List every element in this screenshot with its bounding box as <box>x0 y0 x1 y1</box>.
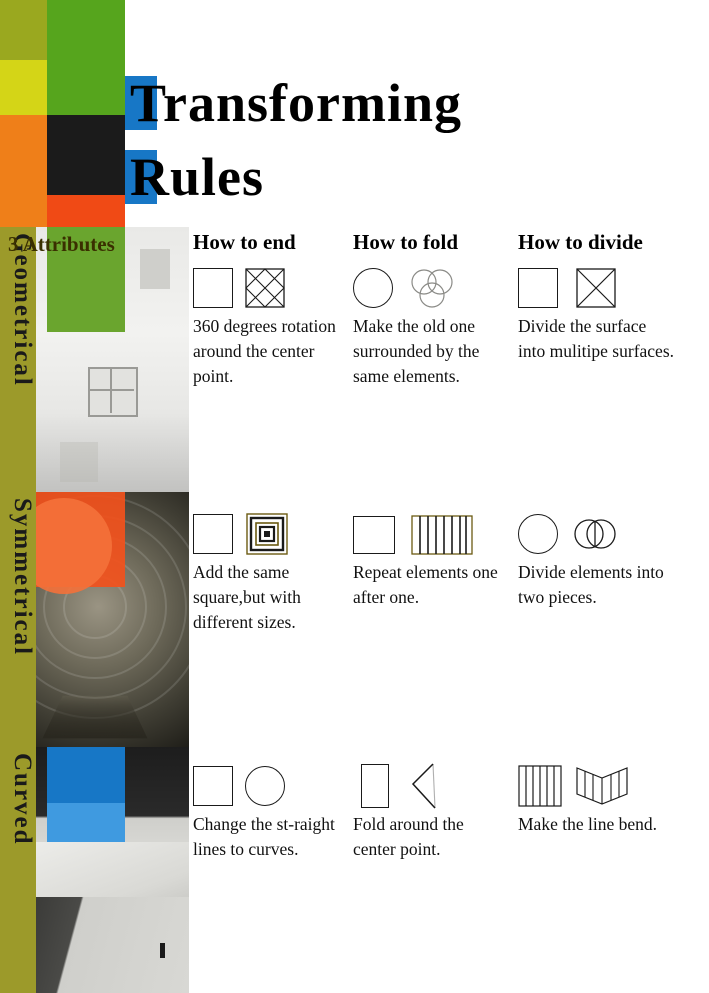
cell-symmetrical-fold <box>353 508 509 610</box>
cell-symmetrical-end <box>193 508 349 635</box>
square-outline-icon <box>193 514 233 554</box>
attribute-strip-symmetrical <box>0 492 36 747</box>
cell-curved-fold <box>353 760 509 862</box>
cell-text: Fold around the center point. <box>353 814 464 859</box>
silhouette-person <box>160 943 165 958</box>
cell-text: Divide the surface into mulitipe surfaces. <box>518 316 675 361</box>
attribute-label-curved: Curved <box>9 753 36 846</box>
square-crossed-diagonals-icon <box>576 268 616 308</box>
split-circle-icon <box>574 514 618 554</box>
tall-rectangle-icon <box>361 764 389 808</box>
color-block-black <box>47 115 125 195</box>
icon-group <box>193 760 349 812</box>
square-outline-icon <box>353 516 395 554</box>
icon-group <box>353 760 509 812</box>
nested-squares-icon <box>245 512 289 556</box>
page-title-line-1: Transforming <box>130 73 462 133</box>
folded-line-icon <box>405 762 445 810</box>
square-outline-icon <box>193 766 233 806</box>
cell-curved-end <box>193 760 349 862</box>
color-block-orange <box>0 115 47 227</box>
circle-outline-icon <box>518 514 558 554</box>
cell-text: Make the line bend. <box>518 814 657 834</box>
color-block-green <box>47 0 125 115</box>
cell-geometrical-divide <box>518 262 674 364</box>
header-how-to-fold: How to fold <box>353 230 458 254</box>
cell-text: Divide elements into two pieces. <box>518 562 664 607</box>
square-outline-icon <box>518 268 558 308</box>
icon-group <box>193 508 349 560</box>
cell-text: Make the old one surrounded by the same elements. <box>353 316 480 386</box>
cell-text: Add the same square,but with different sizes. <box>193 562 301 632</box>
color-block-red <box>47 195 125 227</box>
color-block-yellow <box>0 60 47 115</box>
icon-group <box>518 508 674 560</box>
circle-outline-icon <box>245 766 285 806</box>
square-outline-icon <box>193 268 233 308</box>
attribute-label-symmetrical: Symmetrical <box>9 498 36 657</box>
attribute-label-geometrical: Geometrical <box>9 233 36 387</box>
header-attributes: 3 Attributes <box>8 232 115 256</box>
cell-curved-divide <box>518 760 674 837</box>
cell-text: Change the st-raight lines to curves. <box>193 814 335 859</box>
striped-rectangle-icon <box>518 764 564 808</box>
icon-group <box>518 760 674 812</box>
circle-outline-icon <box>353 268 393 308</box>
icon-group <box>193 262 349 314</box>
icon-group <box>353 262 509 314</box>
icon-group <box>353 508 509 560</box>
header-how-to-end: How to end <box>193 230 296 254</box>
square-star-rotation-icon <box>245 268 285 308</box>
window-mullion-horizontal <box>88 389 134 391</box>
cell-text: Repeat elements one after one. <box>353 562 498 607</box>
vertical-stripes-square-icon <box>411 512 473 556</box>
cell-symmetrical-divide <box>518 508 674 610</box>
cell-geometrical-end <box>193 262 349 389</box>
building-window-2 <box>88 367 138 417</box>
cell-geometrical-fold <box>353 262 509 389</box>
attribute-strip-geometrical <box>0 227 36 492</box>
header-how-to-divide: How to divide <box>518 230 643 254</box>
three-overlapping-circles-icon <box>405 266 463 310</box>
icon-group <box>518 262 674 314</box>
color-block-olive <box>0 0 47 60</box>
overlay-blue-block-light <box>47 803 125 842</box>
cell-text: 360 degrees rotation around the center point. <box>193 316 336 386</box>
page-title-line-2: Rules <box>130 147 265 207</box>
attribute-strip-curved <box>0 747 36 993</box>
bent-striped-surface-icon <box>576 764 628 808</box>
